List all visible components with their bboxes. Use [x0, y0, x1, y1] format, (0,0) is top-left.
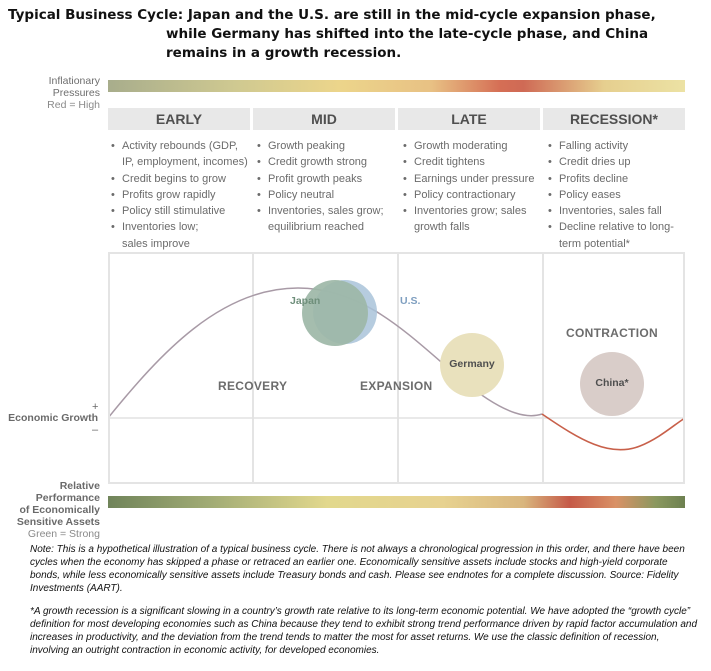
japan-label: Japan — [290, 295, 321, 307]
asset-performance-gradient-bar — [108, 496, 685, 508]
list-item: • Inventories, sales fall — [547, 203, 682, 219]
list-item: • Policy eases — [547, 187, 682, 203]
list-item: • Inventories, sales grow; equilibrium reached — [256, 203, 396, 236]
performance-label-line-2: of Economically — [19, 504, 100, 516]
business-cycle-diagram — [108, 252, 685, 484]
title-line-1: Japan and the U.S. are still in the mid-cycle expansion phase, — [187, 7, 656, 23]
title-line-3: remains in a growth recession. — [166, 45, 402, 61]
inflation-label-legend: Red = High — [47, 99, 100, 111]
phase-late-list — [402, 138, 547, 236]
chart-title — [8, 6, 708, 63]
notes-section — [30, 543, 698, 667]
phase-recession-header: RECESSION* — [540, 108, 685, 130]
stage-recovery-label: RECOVERY — [218, 379, 288, 393]
list-item: • Credit begins to grow — [110, 171, 250, 187]
recession-curve — [542, 414, 683, 450]
japan-bubble — [302, 280, 368, 346]
phase-late-header: LATE — [395, 108, 540, 130]
stage-expansion-label: EXPANSION — [360, 379, 433, 393]
phase-mid-header: MID — [250, 108, 395, 130]
list-item: • Credit tightens — [402, 154, 547, 170]
germany-label: Germany — [449, 358, 495, 370]
inflation-gradient-bar — [108, 80, 685, 92]
phase-mid-list — [256, 138, 396, 236]
performance-label-line-1: Relative Performance — [35, 480, 100, 504]
cycle-curve-graphic — [110, 254, 683, 482]
footnote-paragraph: *A growth recession is a significant slowing in a country’s growth rate relative to its long-term economic potential. We have adopted the “growth cycle” definition for most developing economies such as China because they tend to exhibit strong trend performance driven by rapid factor accumulation and increases in productivity, and the deviation from the trend tends to matter the most for asset returns. We use the classic definition of recession, involving an outright contraction in economic activity, for developed economies. — [30, 606, 698, 656]
title-lead: Typical Business Cycle: — [8, 7, 188, 23]
inflation-label-title: Inflationary Pressures — [48, 75, 100, 99]
growth-plus-sign: + — [92, 401, 99, 413]
stage-contraction-label: CONTRACTION — [566, 326, 658, 340]
performance-label — [0, 480, 100, 540]
list-item: • Growth peaking — [256, 138, 396, 154]
list-item: • Policy still stimulative — [110, 203, 250, 219]
list-item: • Policy neutral — [256, 187, 396, 203]
china-label: China* — [595, 377, 629, 389]
list-item: • Profits grow rapidly — [110, 187, 250, 203]
list-item: • Credit growth strong — [256, 154, 396, 170]
list-item: • Falling activity — [547, 138, 682, 154]
list-item: • Inventories grow; sales growth falls — [402, 203, 529, 236]
note-paragraph: Note: This is a hypothetical illustration of a typical business cycle. There is not always a chronological progression in this order, and there have been cycles when the economy has skipped a phase or retraced an earlier one. Economically sensitive assets include stocks and high-yield corporate bonds, while less economically sensitive assets include Treasury bonds and cash. Please see endnotes for a complete discussion. Source: Fidelity Investments (AART). — [30, 544, 685, 594]
list-item: • Decline relative to long-term potential* — [547, 219, 682, 252]
phase-header — [108, 108, 685, 130]
phase-recession-list — [547, 138, 682, 252]
growth-minus-sign: – — [92, 424, 99, 436]
list-item: • Earnings under pressure — [402, 171, 547, 187]
performance-label-line-3: Sensitive Assets — [16, 516, 100, 528]
inflation-label — [0, 75, 100, 111]
list-item: • Profits decline — [547, 171, 682, 187]
us-label: U.S. — [400, 295, 421, 307]
list-item: • Activity rebounds (GDP, IP, employment, incomes) — [110, 138, 250, 171]
list-item: • Credit dries up — [547, 154, 682, 170]
performance-label-legend: Green = Strong — [27, 528, 100, 540]
title-line-2: while Germany has shifted into the late-cycle phase, and China — [166, 26, 649, 42]
list-item: • Policy contractionary — [402, 187, 547, 203]
list-item: • Growth moderating — [402, 138, 547, 154]
economic-growth-label: Economic Growth — [8, 412, 98, 424]
list-item: • Inventories low; sales improve — [110, 219, 222, 252]
phase-early-list — [110, 138, 250, 252]
phase-early-header: EARLY — [155, 111, 203, 127]
list-item: • Profit growth peaks — [256, 171, 396, 187]
